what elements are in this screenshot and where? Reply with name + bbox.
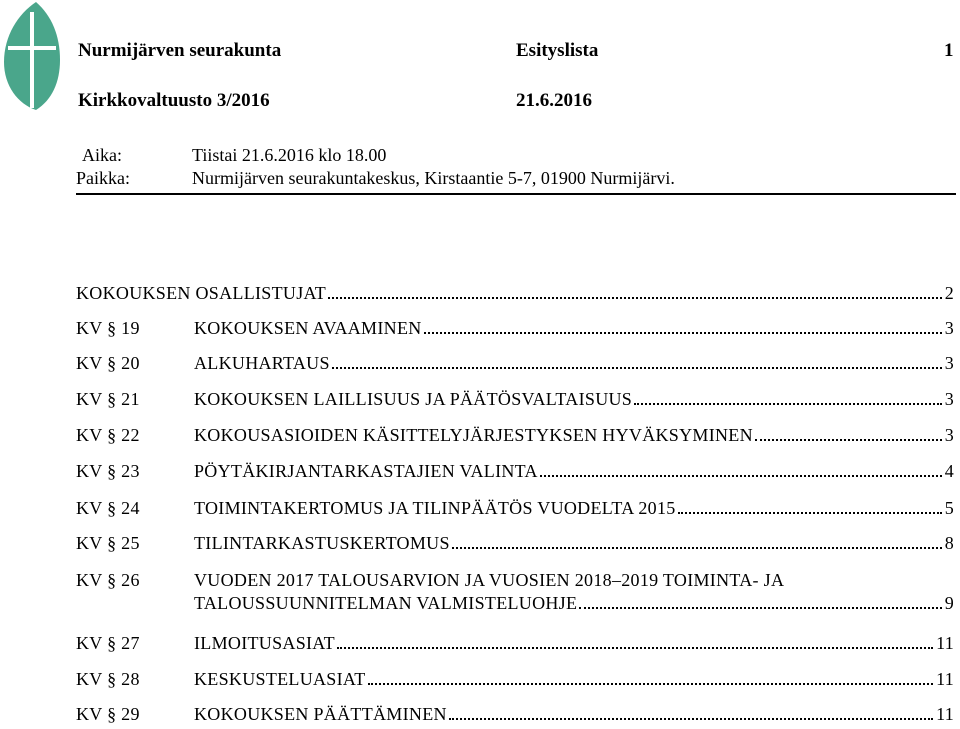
- time-value: Tiistai 21.6.2016 klo 18.00: [192, 145, 387, 165]
- toc-title-line1: VUODEN 2017 TALOUSARVION JA VUOSIEN 2018–2019 TOIMINTA- JA: [194, 570, 785, 590]
- toc-section: KV § 23: [76, 461, 140, 481]
- time-label: Aika:: [82, 145, 122, 165]
- dot-leader: [449, 718, 933, 720]
- toc-page: 5: [944, 498, 954, 518]
- toc-title: TILINTARKASTUSKERTOMUS: [194, 533, 450, 553]
- document-type: Esityslista: [516, 40, 599, 61]
- meeting-body: Kirkkovaltuusto 3/2016: [78, 90, 270, 111]
- toc-item[interactable]: [76, 570, 954, 620]
- toc-title: KOKOUKSEN PÄÄTTÄMINEN: [194, 704, 447, 724]
- dot-leader: [452, 547, 942, 549]
- toc-section: KV § 26: [76, 570, 140, 590]
- toc-section: KV § 19: [76, 318, 140, 338]
- toc-section: KV § 21: [76, 389, 140, 409]
- dot-leader: [332, 367, 942, 369]
- toc-section: KV § 29: [76, 704, 140, 724]
- toc-section: KV § 27: [76, 633, 140, 653]
- dot-leader: [368, 683, 934, 685]
- dot-leader: [634, 403, 942, 405]
- header-divider: [76, 193, 956, 195]
- toc-page: 11: [936, 633, 954, 653]
- toc-page: 4: [944, 461, 954, 481]
- dot-leader: [337, 647, 933, 649]
- toc-title: PÖYTÄKIRJANTARKASTAJIEN VALINTA: [194, 461, 538, 481]
- toc-page: 11: [936, 704, 954, 724]
- toc-page: 8: [944, 533, 954, 553]
- toc-title: KOKOUKSEN OSALLISTUJAT: [76, 283, 327, 303]
- toc-item[interactable]: [76, 704, 954, 728]
- toc-page: 11: [936, 669, 954, 689]
- toc-item[interactable]: [76, 461, 954, 485]
- toc-item[interactable]: [76, 353, 954, 377]
- place-label: Paikka:: [76, 168, 130, 188]
- dot-leader: [678, 512, 942, 514]
- toc-title: TOIMINTAKERTOMUS JA TILINPÄÄTÖS VUODELTA 2015: [194, 498, 676, 518]
- toc-item[interactable]: [76, 283, 954, 307]
- meeting-date: 21.6.2016: [516, 90, 592, 111]
- toc-title: KESKUSTELUASIAT: [194, 669, 366, 689]
- toc-page: 3: [944, 389, 954, 409]
- dot-leader: [579, 607, 941, 609]
- toc-section: KV § 25: [76, 533, 140, 553]
- toc-title: KOKOUKSEN LAILLISUUS JA PÄÄTÖSVALTAISUUS: [194, 389, 633, 409]
- toc-title: TALOUSSUUNNITELMAN VALMISTELUOHJE: [194, 593, 578, 613]
- organization-name: Nurmijärven seurakunta: [78, 40, 282, 61]
- toc-page: 3: [944, 353, 954, 373]
- toc-page: 3: [944, 425, 954, 445]
- toc-title: ALKUHARTAUS: [194, 353, 330, 373]
- leaf-cross-logo: [0, 0, 62, 112]
- toc-item[interactable]: [76, 318, 954, 342]
- dot-leader: [755, 439, 942, 441]
- page-number: 1: [944, 40, 954, 61]
- toc-item[interactable]: [76, 425, 954, 449]
- toc-item[interactable]: [76, 389, 954, 413]
- toc-section: KV § 22: [76, 425, 140, 445]
- toc-title: KOKOUKSEN AVAAMINEN: [194, 318, 422, 338]
- toc-item[interactable]: [76, 669, 954, 693]
- toc-item[interactable]: [76, 633, 954, 657]
- dot-leader: [424, 332, 942, 334]
- dot-leader: [328, 297, 942, 299]
- toc-section: KV § 24: [76, 498, 140, 518]
- cross-horizontal: [8, 46, 56, 50]
- toc-section: KV § 20: [76, 353, 140, 373]
- toc-item[interactable]: [76, 533, 954, 557]
- cross-vertical: [30, 12, 34, 108]
- toc-title: KOKOUSASIOIDEN KÄSITTELYJÄRJESTYKSEN HYVÄKSYMINEN: [194, 425, 753, 445]
- toc-title: ILMOITUSASIAT: [194, 633, 335, 653]
- toc-item[interactable]: [76, 498, 954, 522]
- toc-page: 9: [944, 593, 954, 613]
- dot-leader: [540, 475, 942, 477]
- place-value: Nurmijärven seurakuntakeskus, Kirstaantie 5-7, 01900 Nurmijärvi.: [192, 168, 675, 188]
- toc-section: KV § 28: [76, 669, 140, 689]
- toc-page: 2: [944, 283, 954, 303]
- toc-page: 3: [944, 318, 954, 338]
